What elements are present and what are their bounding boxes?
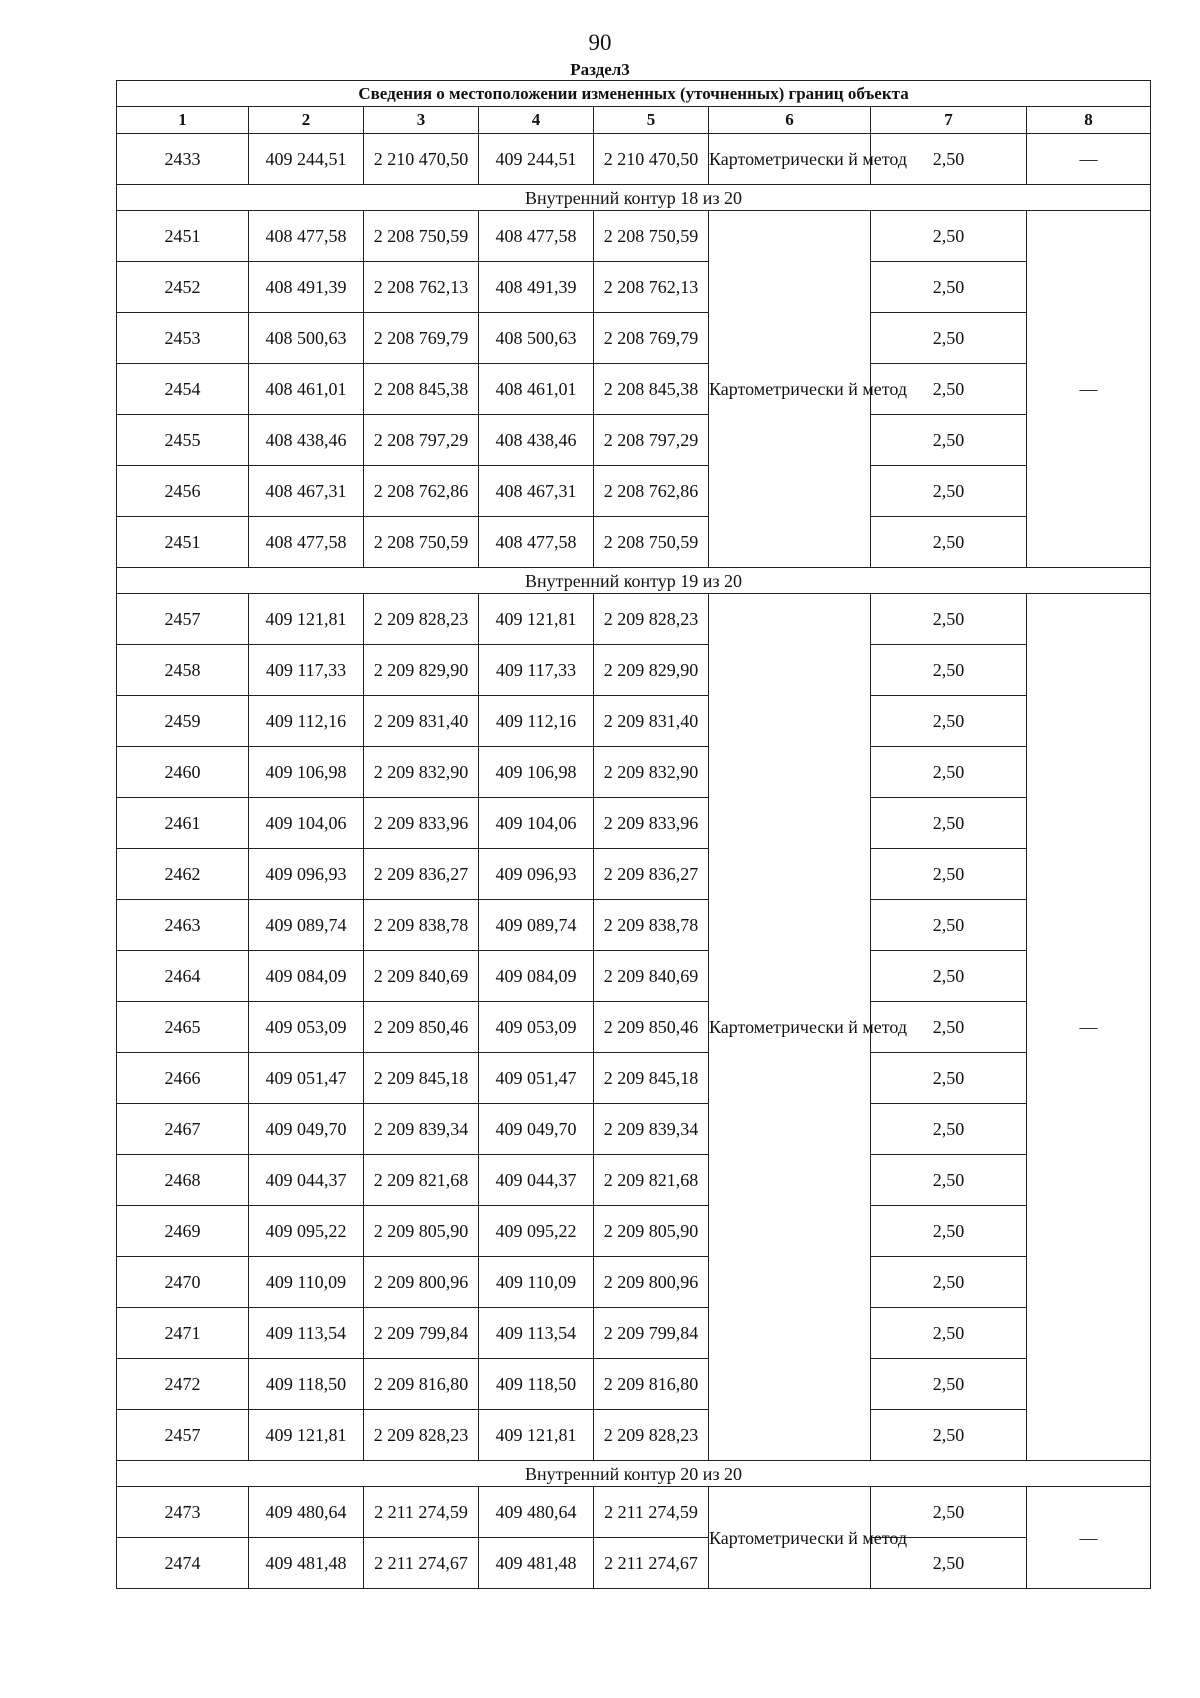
point-number-cell: 2464 [117, 951, 249, 1002]
point-number-cell: 2451 [117, 517, 249, 568]
y-coordinate-cell: 2 209 831,40 [364, 696, 479, 747]
y-coordinate-cell: 2 208 762,13 [364, 262, 479, 313]
y-coordinate-cell: 2 211 274,67 [364, 1538, 479, 1589]
y-coordinate-cell: 2 209 800,96 [594, 1257, 709, 1308]
x-coordinate-cell: 409 112,16 [249, 696, 364, 747]
y-coordinate-cell: 2 209 816,80 [594, 1359, 709, 1410]
x-coordinate-cell: 409 049,70 [479, 1104, 594, 1155]
contour-label: Внутренний контур 18 из 20 [117, 185, 1151, 211]
x-coordinate-cell: 408 477,58 [249, 517, 364, 568]
x-coordinate-cell: 409 095,22 [249, 1206, 364, 1257]
table-row [117, 211, 1151, 262]
x-coordinate-cell: 408 461,01 [249, 364, 364, 415]
accuracy-cell: 2,50 [871, 798, 1027, 849]
x-coordinate-cell: 409 121,81 [479, 594, 594, 645]
point-number-cell: 2433 [117, 134, 249, 185]
x-coordinate-cell: 409 121,81 [249, 594, 364, 645]
x-coordinate-cell: 409 096,93 [479, 849, 594, 900]
table-row [117, 951, 1151, 1002]
point-number-cell: 2471 [117, 1308, 249, 1359]
y-coordinate-cell: 2 208 750,59 [594, 211, 709, 262]
accuracy-cell: 2,50 [871, 1053, 1027, 1104]
y-coordinate-cell: 2 209 829,90 [594, 645, 709, 696]
accuracy-cell: 2,50 [871, 313, 1027, 364]
point-number-cell: 2469 [117, 1206, 249, 1257]
y-coordinate-cell: 2 209 799,84 [364, 1308, 479, 1359]
accuracy-cell: 2,50 [871, 134, 1027, 185]
accuracy-cell: 2,50 [871, 594, 1027, 645]
table-row [117, 1410, 1151, 1461]
x-coordinate-cell: 408 467,31 [249, 466, 364, 517]
x-coordinate-cell: 409 117,33 [479, 645, 594, 696]
x-coordinate-cell: 409 044,37 [479, 1155, 594, 1206]
accuracy-cell: 2,50 [871, 466, 1027, 517]
table-row [117, 1359, 1151, 1410]
table-row [117, 645, 1151, 696]
method-cell: Картометрически й метод [709, 211, 871, 568]
table-row [117, 134, 1151, 185]
y-coordinate-cell: 2 208 762,86 [364, 466, 479, 517]
x-coordinate-cell: 409 117,33 [249, 645, 364, 696]
y-coordinate-cell: 2 209 799,84 [594, 1308, 709, 1359]
accuracy-cell: 2,50 [871, 517, 1027, 568]
accuracy-cell: 2,50 [871, 1155, 1027, 1206]
point-number-cell: 2455 [117, 415, 249, 466]
x-coordinate-cell: 409 044,37 [249, 1155, 364, 1206]
x-coordinate-cell: 409 051,47 [249, 1053, 364, 1104]
y-coordinate-cell: 2 209 821,68 [364, 1155, 479, 1206]
accuracy-cell: 2,50 [871, 951, 1027, 1002]
x-coordinate-cell: 408 477,58 [249, 211, 364, 262]
y-coordinate-cell: 2 209 833,96 [594, 798, 709, 849]
table-row [117, 313, 1151, 364]
table-row [117, 696, 1151, 747]
x-coordinate-cell: 409 121,81 [249, 1410, 364, 1461]
point-number-cell: 2473 [117, 1487, 249, 1538]
description-cell: — [1027, 594, 1151, 1461]
y-coordinate-cell: 2 209 836,27 [594, 849, 709, 900]
x-coordinate-cell: 409 110,09 [249, 1257, 364, 1308]
table-row [117, 849, 1151, 900]
x-coordinate-cell: 409 480,64 [249, 1487, 364, 1538]
y-coordinate-cell: 2 208 797,29 [594, 415, 709, 466]
y-coordinate-cell: 2 209 840,69 [594, 951, 709, 1002]
x-coordinate-cell: 409 096,93 [249, 849, 364, 900]
column-header: 8 [1027, 107, 1151, 134]
y-coordinate-cell: 2 208 845,38 [594, 364, 709, 415]
x-coordinate-cell: 409 121,81 [479, 1410, 594, 1461]
point-number-cell: 2451 [117, 211, 249, 262]
y-coordinate-cell: 2 209 816,80 [364, 1359, 479, 1410]
table-row [117, 1053, 1151, 1104]
page-number: 90 [588, 30, 612, 55]
column-header: 4 [479, 107, 594, 134]
y-coordinate-cell: 2 209 839,34 [594, 1104, 709, 1155]
table-row [117, 1538, 1151, 1589]
x-coordinate-cell: 409 089,74 [479, 900, 594, 951]
x-coordinate-cell: 409 095,22 [479, 1206, 594, 1257]
y-coordinate-cell: 2 209 845,18 [364, 1053, 479, 1104]
accuracy-cell: 2,50 [871, 900, 1027, 951]
accuracy-cell: 2,50 [871, 211, 1027, 262]
x-coordinate-cell: 409 084,09 [479, 951, 594, 1002]
accuracy-cell: 2,50 [871, 1257, 1027, 1308]
y-coordinate-cell: 2 210 470,50 [364, 134, 479, 185]
column-header: 2 [249, 107, 364, 134]
x-coordinate-cell: 409 110,09 [479, 1257, 594, 1308]
y-coordinate-cell: 2 208 750,59 [594, 517, 709, 568]
y-coordinate-cell: 2 208 769,79 [594, 313, 709, 364]
table-row [117, 1487, 1151, 1538]
accuracy-cell: 2,50 [871, 645, 1027, 696]
point-number-cell: 2453 [117, 313, 249, 364]
point-number-cell: 2463 [117, 900, 249, 951]
y-coordinate-cell: 2 209 838,78 [594, 900, 709, 951]
table-row [117, 900, 1151, 951]
x-coordinate-cell: 409 089,74 [249, 900, 364, 951]
point-number-cell: 2474 [117, 1538, 249, 1589]
y-coordinate-cell: 2 208 769,79 [364, 313, 479, 364]
x-coordinate-cell: 408 467,31 [479, 466, 594, 517]
method-cell: Картометрически й метод [709, 594, 871, 1461]
accuracy-cell: 2,50 [871, 1359, 1027, 1410]
table-body [117, 81, 1151, 1589]
x-coordinate-cell: 409 112,16 [479, 696, 594, 747]
x-coordinate-cell: 409 053,09 [479, 1002, 594, 1053]
x-coordinate-cell: 408 438,46 [249, 415, 364, 466]
x-coordinate-cell: 409 051,47 [479, 1053, 594, 1104]
x-coordinate-cell: 408 461,01 [479, 364, 594, 415]
accuracy-cell: 2,50 [871, 1002, 1027, 1053]
y-coordinate-cell: 2 209 839,34 [364, 1104, 479, 1155]
point-number-cell: 2457 [117, 1410, 249, 1461]
contour-header-row [117, 568, 1151, 594]
point-number-cell: 2462 [117, 849, 249, 900]
y-coordinate-cell: 2 209 836,27 [364, 849, 479, 900]
y-coordinate-cell: 2 208 750,59 [364, 211, 479, 262]
y-coordinate-cell: 2 209 821,68 [594, 1155, 709, 1206]
y-coordinate-cell: 2 210 470,50 [594, 134, 709, 185]
y-coordinate-cell: 2 209 833,96 [364, 798, 479, 849]
point-number-cell: 2454 [117, 364, 249, 415]
accuracy-cell: 2,50 [871, 1538, 1027, 1589]
description-cell: — [1027, 211, 1151, 568]
y-coordinate-cell: 2 209 828,23 [594, 594, 709, 645]
accuracy-cell: 2,50 [871, 1206, 1027, 1257]
table-row [117, 747, 1151, 798]
y-coordinate-cell: 2 209 831,40 [594, 696, 709, 747]
y-coordinate-cell: 2 209 829,90 [364, 645, 479, 696]
point-number-cell: 2460 [117, 747, 249, 798]
method-cell: Картометрически й метод [709, 134, 871, 185]
contour-label: Внутренний контур 19 из 20 [117, 568, 1151, 594]
point-number-cell: 2458 [117, 645, 249, 696]
y-coordinate-cell: 2 209 805,90 [364, 1206, 479, 1257]
x-coordinate-cell: 408 491,39 [479, 262, 594, 313]
table-row [117, 1155, 1151, 1206]
y-coordinate-cell: 2 208 750,59 [364, 517, 479, 568]
point-number-cell: 2468 [117, 1155, 249, 1206]
table-row [117, 262, 1151, 313]
y-coordinate-cell: 2 209 850,46 [364, 1002, 479, 1053]
x-coordinate-cell: 409 113,54 [249, 1308, 364, 1359]
x-coordinate-cell: 409 481,48 [249, 1538, 364, 1589]
table-row [117, 466, 1151, 517]
x-coordinate-cell: 409 106,98 [249, 747, 364, 798]
description-cell: — [1027, 134, 1151, 185]
accuracy-cell: 2,50 [871, 1308, 1027, 1359]
x-coordinate-cell: 409 106,98 [479, 747, 594, 798]
x-coordinate-cell: 408 500,63 [479, 313, 594, 364]
y-coordinate-cell: 2 208 762,13 [594, 262, 709, 313]
point-number-cell: 2470 [117, 1257, 249, 1308]
table-row [117, 1257, 1151, 1308]
point-number-cell: 2465 [117, 1002, 249, 1053]
y-coordinate-cell: 2 209 845,18 [594, 1053, 709, 1104]
table-row [117, 1104, 1151, 1155]
table-row [117, 594, 1151, 645]
accuracy-cell: 2,50 [871, 1487, 1027, 1538]
x-coordinate-cell: 408 438,46 [479, 415, 594, 466]
contour-header-row [117, 185, 1151, 211]
table-row [117, 517, 1151, 568]
y-coordinate-cell: 2 209 838,78 [364, 900, 479, 951]
y-coordinate-cell: 2 209 828,23 [364, 1410, 479, 1461]
y-coordinate-cell: 2 209 828,23 [364, 594, 479, 645]
description-cell: — [1027, 1487, 1151, 1589]
x-coordinate-cell: 409 104,06 [249, 798, 364, 849]
x-coordinate-cell: 409 084,09 [249, 951, 364, 1002]
y-coordinate-cell: 2 209 805,90 [594, 1206, 709, 1257]
table-row [117, 798, 1151, 849]
y-coordinate-cell: 2 209 828,23 [594, 1410, 709, 1461]
table-row [117, 1206, 1151, 1257]
column-header: 7 [871, 107, 1027, 134]
point-number-cell: 2466 [117, 1053, 249, 1104]
boundary-coordinates-table [116, 80, 1151, 1589]
method-cell: Картометрически й метод [709, 1487, 871, 1589]
x-coordinate-cell: 408 477,58 [479, 211, 594, 262]
x-coordinate-cell: 409 049,70 [249, 1104, 364, 1155]
x-coordinate-cell: 408 491,39 [249, 262, 364, 313]
y-coordinate-cell: 2 208 762,86 [594, 466, 709, 517]
accuracy-cell: 2,50 [871, 364, 1027, 415]
point-number-cell: 2461 [117, 798, 249, 849]
accuracy-cell: 2,50 [871, 849, 1027, 900]
column-header-row [117, 107, 1151, 134]
y-coordinate-cell: 2 211 274,59 [594, 1487, 709, 1538]
x-coordinate-cell: 409 244,51 [249, 134, 364, 185]
y-coordinate-cell: 2 211 274,67 [594, 1538, 709, 1589]
x-coordinate-cell: 409 118,50 [249, 1359, 364, 1410]
x-coordinate-cell: 408 500,63 [249, 313, 364, 364]
y-coordinate-cell: 2 211 274,59 [364, 1487, 479, 1538]
y-coordinate-cell: 2 209 832,90 [364, 747, 479, 798]
y-coordinate-cell: 2 209 840,69 [364, 951, 479, 1002]
point-number-cell: 2452 [117, 262, 249, 313]
point-number-cell: 2459 [117, 696, 249, 747]
accuracy-cell: 2,50 [871, 1104, 1027, 1155]
contour-header-row [117, 1461, 1151, 1487]
section-label: Раздел3 [570, 60, 630, 79]
x-coordinate-cell: 409 244,51 [479, 134, 594, 185]
x-coordinate-cell: 409 481,48 [479, 1538, 594, 1589]
table-row [117, 1308, 1151, 1359]
x-coordinate-cell: 409 104,06 [479, 798, 594, 849]
table-row [117, 415, 1151, 466]
accuracy-cell: 2,50 [871, 696, 1027, 747]
y-coordinate-cell: 2 209 800,96 [364, 1257, 479, 1308]
contour-label: Внутренний контур 20 из 20 [117, 1461, 1151, 1487]
accuracy-cell: 2,50 [871, 262, 1027, 313]
accuracy-cell: 2,50 [871, 747, 1027, 798]
table-row [117, 364, 1151, 415]
x-coordinate-cell: 409 118,50 [479, 1359, 594, 1410]
x-coordinate-cell: 409 480,64 [479, 1487, 594, 1538]
table-row [117, 1002, 1151, 1053]
column-header: 1 [117, 107, 249, 134]
table-title: Сведения о местоположении измененных (уточненных) границ объекта [117, 81, 1151, 107]
y-coordinate-cell: 2 208 845,38 [364, 364, 479, 415]
column-header: 6 [709, 107, 871, 134]
point-number-cell: 2456 [117, 466, 249, 517]
x-coordinate-cell: 409 113,54 [479, 1308, 594, 1359]
point-number-cell: 2472 [117, 1359, 249, 1410]
column-header: 5 [594, 107, 709, 134]
point-number-cell: 2467 [117, 1104, 249, 1155]
y-coordinate-cell: 2 209 850,46 [594, 1002, 709, 1053]
column-header: 3 [364, 107, 479, 134]
point-number-cell: 2457 [117, 594, 249, 645]
y-coordinate-cell: 2 208 797,29 [364, 415, 479, 466]
y-coordinate-cell: 2 209 832,90 [594, 747, 709, 798]
table-title-row [117, 81, 1151, 107]
accuracy-cell: 2,50 [871, 1410, 1027, 1461]
x-coordinate-cell: 408 477,58 [479, 517, 594, 568]
x-coordinate-cell: 409 053,09 [249, 1002, 364, 1053]
accuracy-cell: 2,50 [871, 415, 1027, 466]
